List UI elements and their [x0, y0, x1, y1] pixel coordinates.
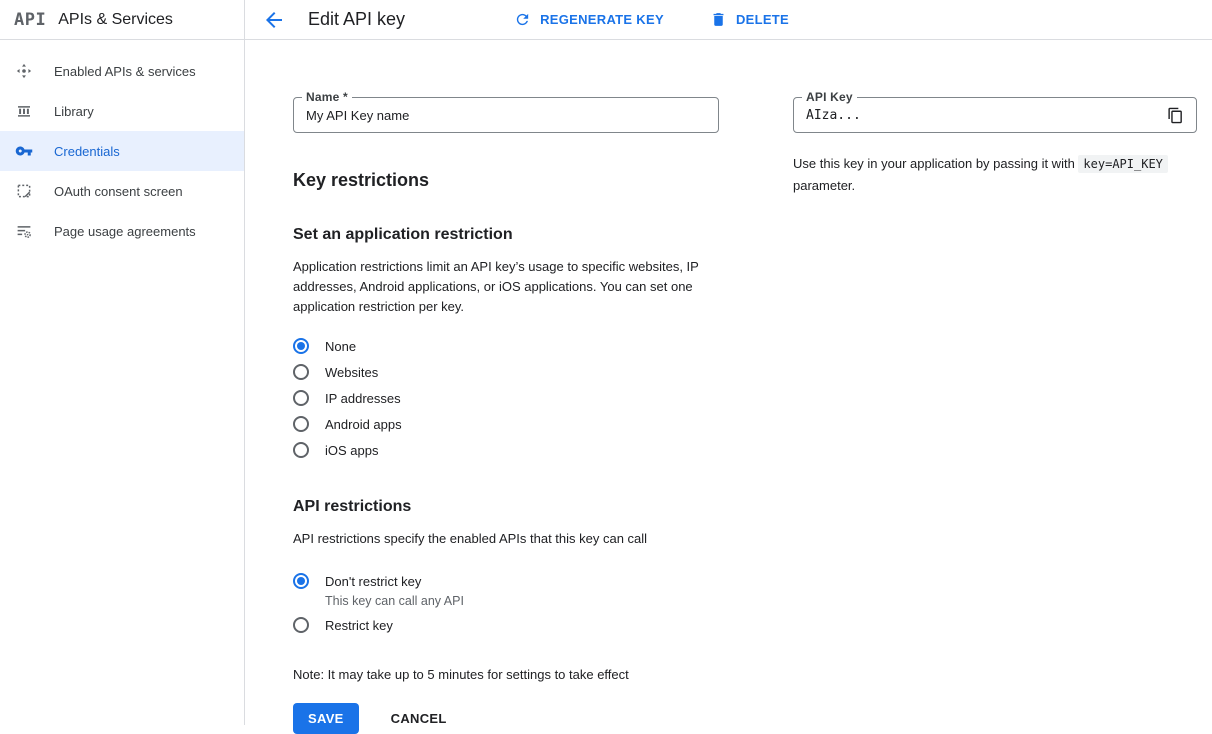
app-restriction-heading: Set an application restriction [293, 226, 513, 243]
usage-hint-suffix: parameter. [793, 178, 856, 193]
left-column [293, 90, 719, 734]
topbar [245, 0, 1212, 40]
name-field-label: Name * [302, 90, 352, 104]
regenerate-key-label: REGENERATE KEY [540, 12, 664, 27]
radio-label: Restrict key [325, 617, 393, 633]
app-restriction-description: Application restrictions limit an API key’s usage to specific websites, IP addresses, Android applications, or iOS applications. You can set one application restriction per key. [293, 259, 699, 314]
name-field [293, 90, 719, 133]
sidebar-nav [0, 40, 244, 251]
oauth-consent-icon [15, 182, 33, 200]
key-icon [15, 142, 33, 160]
radio-button-icon [293, 338, 309, 354]
dont-restrict-key-sublabel: This key can call any API [325, 594, 464, 608]
radio-websites[interactable] [293, 359, 719, 385]
name-input[interactable] [294, 98, 718, 132]
right-column [793, 90, 1197, 209]
radio-label: iOS apps [325, 442, 379, 458]
library-icon [15, 102, 33, 120]
radio-label: None [325, 338, 357, 354]
app-restriction-radio-group [293, 333, 719, 463]
radio-ios-apps[interactable] [293, 437, 719, 463]
radio-restrict-key[interactable] [293, 613, 719, 637]
usage-hint [793, 153, 1197, 196]
sidebar-item-credentials[interactable] [0, 131, 244, 171]
page-agreements-icon [15, 222, 33, 240]
sidebar-item-page-usage-agreements[interactable] [0, 211, 244, 251]
trash-icon [710, 11, 727, 28]
action-buttons [293, 703, 719, 734]
sidebar-item-library[interactable] [0, 91, 244, 131]
arrow-back-icon [262, 8, 286, 32]
enabled-apis-icon [15, 62, 33, 80]
api-restrictions-radio-group [293, 569, 719, 637]
sidebar-item-label: Library [54, 103, 94, 119]
page-title: Edit API key [308, 9, 406, 29]
regenerate-key-button[interactable] [508, 7, 670, 32]
delete-label: DELETE [735, 12, 790, 27]
back-button[interactable] [262, 8, 286, 32]
sidebar-item-label: Enabled APIs & services [54, 63, 196, 79]
sidebar-item-label: Credentials [54, 143, 120, 159]
sidebar-item-label: OAuth consent screen [54, 183, 183, 199]
sidebar-header [0, 0, 244, 40]
api-logo: API [14, 9, 47, 30]
content [245, 40, 1212, 734]
copy-icon [1167, 107, 1187, 124]
radio-ip-addresses[interactable] [293, 385, 719, 411]
api-key-field-label: API Key [802, 90, 857, 104]
api-restrictions-heading: API restrictions [293, 498, 412, 515]
cancel-button[interactable]: CANCEL [385, 710, 453, 727]
radio-button-icon [293, 416, 309, 432]
sidebar [0, 0, 245, 725]
usage-hint-prefix: Use this key in your application by passing it with [793, 156, 1079, 171]
delete-button[interactable] [704, 7, 795, 32]
usage-hint-code: key=API_KEY [1078, 155, 1167, 173]
sidebar-item-label: Page usage agreements [54, 223, 196, 239]
radio-button-icon [293, 390, 309, 406]
radio-label: Websites [325, 364, 379, 380]
save-button[interactable]: SAVE [293, 703, 359, 734]
sidebar-item-oauth-consent[interactable] [0, 171, 244, 211]
api-key-field [793, 90, 1197, 133]
api-restrictions-description: API restrictions specify the enabled APIs that this key can call [293, 531, 648, 546]
radio-button-icon [293, 617, 309, 633]
settings-note: Note: It may take up to 5 minutes for settings to take effect [293, 667, 629, 682]
radio-dont-restrict-key[interactable] [293, 569, 719, 593]
sidebar-title: APIs & Services [58, 10, 173, 28]
radio-label: Android apps [325, 416, 402, 432]
sidebar-item-enabled-apis[interactable] [0, 51, 244, 91]
radio-none[interactable] [293, 333, 719, 359]
key-restrictions-heading: Key restrictions [293, 170, 430, 190]
radio-button-icon [293, 573, 309, 589]
refresh-icon [514, 11, 531, 28]
radio-label: Don't restrict key [325, 573, 422, 589]
radio-label: IP addresses [325, 390, 401, 406]
radio-android-apps[interactable] [293, 411, 719, 437]
copy-button[interactable] [1167, 105, 1187, 125]
radio-button-icon [293, 364, 309, 380]
radio-button-icon [293, 442, 309, 458]
main-area [245, 0, 1212, 725]
